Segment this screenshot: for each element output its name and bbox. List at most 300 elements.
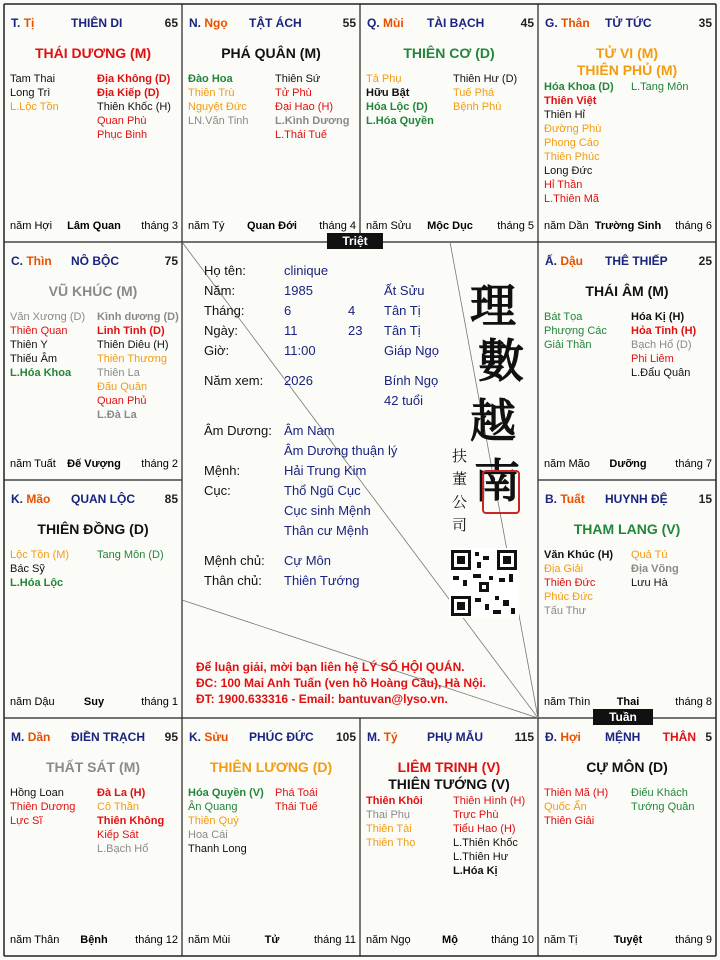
minor-star: Điếu Khách [631,787,688,799]
main-star: VŨ KHÚC (M) [48,283,138,299]
palace-branch: Tý [383,730,398,744]
palace-name: PHÚC ĐỨC [249,730,314,744]
palace-name: HUYNH ĐỆ [605,492,668,506]
palace-year: năm Thân [10,934,60,946]
palace-branch: Dần [27,730,51,744]
minor-star: Tướng Quân [631,801,695,813]
triet-tag: Triệt [327,233,383,249]
minor-star: Nguyệt Đức [188,101,247,113]
palace-name: ĐIỀN TRẠCH [71,730,145,744]
minor-star: Địa Giải [544,563,584,575]
main-stars [4,521,182,538]
palace-year: năm Mão [544,458,590,470]
minor-star: Long Trì [10,87,51,99]
minor-star: Đào Hoa [188,73,233,85]
palace-position [11,16,34,30]
palace-footer [544,934,712,948]
minor-star: Đấu Quân [97,381,148,393]
palace-age-number: 45 [520,16,534,30]
palace-footer [10,220,178,234]
minor-star: Lộc Tồn (M) [10,549,70,561]
minor-star: L.Thiên Khốc [453,837,518,849]
main-star: THIÊN ĐỒNG (D) [37,521,149,537]
view-year-value: 2026 [284,373,313,388]
contact-line-1: Để luận giải, mời bạn liên hệ LÝ SỐ HỘI QUÁN. [196,660,465,674]
minor-star: Tả Phụ [366,73,402,85]
main-stars [4,759,182,776]
palace-cell-mao [4,480,182,718]
minor-star: Thiên Giải [544,815,595,827]
main-star: THIÊN CƠ (D) [403,45,495,61]
palace-year: năm Dần [544,220,589,232]
cuc-value: Thổ Ngũ Cục [284,483,361,498]
cuc-label: Cục: [204,483,231,498]
main-star: LIÊM TRINH (V) [397,759,501,775]
palace-header [189,16,356,32]
year-lunar: Ất Sửu [384,283,425,298]
palace-branch: Mùi [383,16,404,30]
minor-star: Thái Tuế [275,801,318,813]
age-value: 42 tuổi [384,393,424,408]
palace-footer [10,458,178,472]
minor-star: L.Hóa Lộc [10,577,64,589]
star-list-left [544,548,613,618]
am-duong-label: Âm Dương: [204,423,272,438]
minor-star: Thiên Thương [97,353,168,365]
year-solar: 1985 [284,283,313,298]
menh-label: Mệnh: [204,463,241,478]
qr-code-icon[interactable] [449,548,519,618]
palace-age-number: 65 [164,16,178,30]
minor-star: Thiên La [97,367,140,379]
palace-year: năm Tị [544,934,578,946]
main-star: THÁI DƯƠNG (M) [34,45,152,61]
star-list-left [544,310,607,352]
palace-cell-than1 [538,4,716,242]
minor-star: Quốc Ấn [544,801,587,813]
main-stars [538,283,716,300]
main-star: CỰ MÔN (D) [586,759,668,775]
palace-phase: Thai [616,696,640,708]
main-stars [360,45,538,62]
star-list-right [631,80,688,94]
minor-star: Thiên Không [97,815,165,827]
minor-star: Hóa Lộc (D) [366,101,428,113]
palace-position-code: Q. [367,16,380,30]
minor-star: L.Bạch Hổ [97,843,149,855]
main-star: THIÊN PHỦ (M) [576,62,678,78]
minor-star: L.Hóa Kị [453,865,498,877]
minor-star: Hữu Bật [366,87,410,99]
minor-star: L.Đẩu Quân [631,367,691,379]
minor-star: LN.Văn Tinh [188,115,249,127]
minor-star: Thiên Dương [10,801,76,813]
minor-star: Thiên Việt [544,95,597,107]
minor-star: Tuế Phá [453,87,495,99]
hour-label: Giờ: [204,343,230,358]
palace-position [11,492,50,506]
menh-chu-value: Cự Môn [284,553,331,568]
palace-position-code: N. [189,16,201,30]
main-stars [538,521,716,538]
palace-branch: Hợi [560,730,581,744]
hour-value: 11:00 [284,343,316,358]
palace-cell-thin [4,242,182,480]
palace-month: tháng 1 [141,696,178,708]
palace-cell-tuat [538,480,716,718]
cuc-note-1: Cục sinh Mệnh [284,503,371,518]
palace-position [545,730,581,744]
palace-age-number: 5 [705,730,712,744]
palace-year: năm Thìn [544,696,591,708]
palace-year: năm Dậu [10,696,55,708]
minor-star: Phúc Đức [544,591,593,603]
palace-branch: Tuất [560,492,585,506]
minor-star: Thiên Hỉ [544,109,585,121]
palace-footer [544,220,712,234]
palace-branch: Thân [561,16,590,30]
palace-branch: Dậu [560,254,584,268]
minor-star: Phượng Các [544,325,607,337]
minor-star: Hoa Cái [188,829,228,841]
minor-star: L.Kình Dương [275,115,350,127]
star-list-left [188,72,249,128]
minor-star: Thiên Khôi [366,795,423,807]
minor-star: Hóa Kị (H) [631,311,685,323]
minor-star: L.Tang Môn [631,81,689,93]
star-list-left [544,786,608,828]
star-list-right [631,310,696,380]
palace-branch: Tị [23,16,35,30]
minor-star: Địa Võng [631,563,679,575]
minor-star: Long Đức [544,165,593,177]
view-year-can-chi: Bính Ngọ [384,373,439,388]
palace-position [11,254,52,268]
star-list-left [10,310,85,380]
palace-age-number: 115 [514,730,534,744]
minor-star: Phong Cáo [544,137,600,149]
minor-star: Thai Phụ [366,809,411,821]
palace-position-code: B. [545,492,557,506]
minor-star: Thiên Diêu (H) [97,339,169,351]
star-list-left [544,80,614,206]
palace-month: tháng 7 [675,458,712,470]
main-star: THIÊN LƯƠNG (D) [209,759,333,775]
palace-phase: Bệnh [80,934,108,946]
star-list-left [10,72,59,114]
palace-header [367,730,534,746]
red-seal-icon [482,470,520,514]
palace-phase: Quan Đới [247,220,297,232]
main-stars [538,759,716,776]
palace-name: TÀI BẠCH [427,16,485,30]
star-list-right [97,786,164,856]
main-stars [538,45,716,79]
minor-star: Tiểu Hao (H) [453,823,516,835]
palace-age-number: 95 [164,730,178,744]
minor-star: Đại Hao (H) [275,101,334,113]
palace-position-code: M. [11,730,25,744]
palace-year: năm Tý [188,220,225,232]
palace-header [545,492,712,508]
palace-phase: Đế Vượng [67,458,121,470]
palace-position-code: K. [189,730,201,744]
main-stars [4,45,182,62]
palace-position-code: G. [545,16,558,30]
palace-branch: Ngọ [204,16,228,30]
month-solar: 6 [284,303,292,318]
minor-star: Phi Liêm [631,353,674,365]
minor-star: Tam Thai [10,73,56,85]
minor-star: Lực Sĩ [10,815,43,827]
day-label: Ngày: [204,323,238,338]
minor-star: L.Thái Tuế [275,129,327,141]
name-value: clinique [284,263,329,278]
minor-star: Bác Sỹ [10,563,45,575]
minor-star: Thiên Tài [366,823,412,835]
minor-star: Thiên Quý [188,815,239,827]
minor-star: Thiên Y [10,339,48,351]
am-duong-note: Âm Dương thuận lý [284,443,398,458]
palace-header [367,16,534,32]
minor-star: Thiếu Âm [10,353,58,365]
palace-name: THIÊN DI [71,16,123,30]
main-star: PHÁ QUÂN (M) [221,45,321,61]
palace-footer [366,220,534,234]
star-list-left [188,786,264,856]
main-stars [360,759,538,793]
minor-star: Trực Phù [453,809,499,821]
palace-year: năm Ngọ [366,934,411,946]
palace-month: tháng 12 [135,934,178,946]
palace-position-code: Đ. [545,730,557,744]
palace-header [189,730,356,746]
star-list-left [366,794,423,850]
palace-year: năm Mùi [188,934,231,946]
day-lunar: 23 [348,323,363,338]
than-marker: THÂN [662,730,696,744]
main-stars [182,759,360,776]
year-label: Năm: [204,283,236,298]
minor-star: Linh Tinh (D) [97,325,165,337]
palace-position-code: C. [11,254,23,268]
palace-month: tháng 9 [675,934,712,946]
contact-line-2: ĐC: 100 Mai Anh Tuấn (ven hồ Hoàng Cầu), Hà Nội. [196,676,487,690]
palace-footer [544,458,712,472]
palace-footer [188,934,356,948]
minor-star: Địa Kiếp (D) [97,87,160,99]
palace-cell-suu [182,718,360,956]
tuan-tag: Tuần [593,709,653,725]
palace-cell-dan [4,718,182,956]
palace-position-code: K. [11,492,23,506]
minor-star: Thiên Khốc (H) [97,101,171,113]
than-chu-value: Thiên Tướng [284,573,360,588]
palace-name: TỬ TỨC [605,16,652,30]
palace-month: tháng 8 [675,696,712,708]
minor-star: Giải Thần [544,339,592,351]
palace-age-number: 105 [335,730,356,744]
palace-header [11,492,178,508]
palace-position [11,730,50,744]
palace-header [545,16,712,32]
minor-star: Thanh Long [188,843,247,855]
star-list-right [97,310,179,422]
palace-age-number: 15 [698,492,712,506]
palace-footer [544,696,712,710]
minor-star: Hóa Khoa (D) [544,81,614,93]
minor-star: Bạch Hổ (D) [631,339,692,351]
palace-footer [366,934,534,948]
than-chu-label: Thân chủ: [204,573,262,588]
minor-star: Thiên Mã (H) [544,787,609,799]
am-duong-value: Âm Nam [284,423,335,438]
palace-cell-dau [538,242,716,480]
minor-star: Thiên Thọ [366,837,416,849]
palace-position-code: M. [367,730,381,744]
palace-age-number: 35 [698,16,712,30]
palace-position-code: T. [11,16,21,30]
palace-name: PHỤ MẪU [427,730,483,744]
cuc-note-2: Thân cư Mệnh [284,523,369,538]
minor-star: Hóa Quyền (V) [188,787,264,799]
palace-position [545,16,590,30]
minor-star: L.Thiên Mã [544,193,600,205]
minor-star: Kiếp Sát [97,829,139,841]
star-list-right [631,786,695,814]
palace-name: THÊ THIẾP [605,254,668,268]
palace-month: tháng 4 [319,220,356,232]
palace-month: tháng 10 [491,934,534,946]
palace-phase: Lâm Quan [67,220,121,232]
main-star: THẤT SÁT (M) [45,759,141,775]
palace-age-number: 25 [698,254,712,268]
palace-name: QUAN LỘC [71,492,135,506]
day-can-chi: Tân Tị [384,323,421,338]
main-star: THIÊN TƯỚNG (V) [388,776,510,792]
palace-month: tháng 11 [313,934,356,946]
palace-phase: Suy [83,696,105,708]
palace-position [367,16,404,30]
palace-header [11,254,178,270]
minor-star: Thiên Hư (D) [453,73,518,85]
palace-phase: Tuyệt [613,934,643,946]
minor-star: Thiên Quan [10,325,68,337]
palace-phase: Mộ [442,934,458,946]
palace-phase: Tử [264,934,280,946]
star-list-left [10,786,75,828]
palace-age-number: 85 [164,492,178,506]
main-stars [4,283,182,300]
minor-star: Cô Thần [97,801,139,813]
month-label: Tháng: [204,303,245,318]
star-list-right [453,794,525,878]
palace-name: NÔ BỘC [71,254,119,268]
palace-position [545,254,583,268]
minor-star: Ân Quang [188,801,238,813]
palace-year: năm Hợi [10,220,53,232]
palace-branch: Mão [26,492,51,506]
star-list-right [275,72,349,142]
star-list-right [97,72,171,142]
minor-star: L.Thiên Hư [453,851,509,863]
palace-footer [188,220,356,234]
menh-value: Hải Trung Kim [284,463,367,478]
minor-star: Quan Phủ [97,395,147,407]
minor-star: Thiên Trù [188,87,235,99]
palace-year: năm Sửu [366,220,412,232]
palace-branch: Sửu [204,730,229,744]
palace-cell-ti [4,4,182,242]
minor-star: Hồng Loan [10,787,64,799]
palace-header [545,254,712,270]
month-can-chi: Tân Tị [384,303,421,318]
minor-star: L.Hóa Khoa [10,367,72,379]
palace-footer [10,696,178,710]
palace-year: năm Tuất [10,458,56,470]
minor-star: Kình dương (D) [97,311,179,323]
palace-phase: Dưỡng [609,458,647,470]
palace-branch: Thìn [26,254,52,268]
palace-position-code: Ấ. [545,254,557,268]
minor-star: Thiên Hình (H) [453,795,526,807]
main-star: THÁI ÂM (M) [585,283,669,299]
minor-star: Thiên Phúc [544,151,600,163]
palace-cell-ngo [182,4,360,242]
minor-star: Quả Tú [631,549,668,561]
star-list-right [97,548,164,562]
hour-can-chi: Giáp Ngọ [384,343,439,358]
palace-month: tháng 2 [141,458,178,470]
minor-star: Hỏa Tinh (H) [631,325,697,337]
horoscope-chart: T. Tị THIÊN DI 65 THÁI DƯƠNG (M) Tam Thai Long Trì L.Lộc Tồn Địa Không (D) Địa Kiếp (D) Thiên Khốc (H) Quan Phù Phục Binh năm Hợi Lâm Quan tháng 3 N. Ngọ TẬT ÁCH 55 PHÁ QUÂN (M) Đào Hoa Thiên Trù Nguyệt Đức LN.Văn Tinh Thiên Sứ Tử Phù Đại Hao (H) L.Kình Dương L.Thái Tuế năm Tý Quan Đới tháng 4 Q. Mùi TÀI BẠCH 45 THIÊN CƠ (D) Tả Phụ Hữu Bật Hóa Lộc (D) L.Hóa Quyền Thiên Hư (D) Tuế Phá Bệnh Phù năm Sửu Mộc Dục tháng 5 G. Thân TỬ TỨC 35 TỬ VI (M) THIÊN PHỦ (M) Hóa Khoa (D) Thiên Việt Thiên Hỉ Đường Phù Phong Cáo Thiên Phúc Long Đức Hỉ Thần L.Thiên Mã L.Tang Môn năm Dần Trường Sinh tháng 6 C. Thìn NÔ BỘC 75 VŨ KHÚC (M) Văn Xương (D) Thiên Quan Thiên Y Thiếu Âm L.Hóa Khoa Kình dương (D) Linh Tinh (D) Thiên Diêu (H) Thiên Thương Thiên La Đấu Quân Quan Phủ L.Đà La năm Tuất Đế Vượng tháng 2 Ấ. Dậu THÊ THIẾP 25 THÁI ÂM (M) Bát Tọa Phượng Các Giải Thần Hóa Kị (H) Hỏa Tinh (H) Bạch Hổ (D) Phi Liêm L.Đẩu Quân năm Mão Dưỡng tháng 7 K. Mão QUAN LỘC 85 THIÊN ĐỒNG (D) Lộc Tồn (M) Bác Sỹ L.Hóa Lộc Tang Môn (D) năm Dậu Suy tháng 1 B. Tuất HUYNH ĐỆ 15 THAM LANG (V) Văn Khúc (H) Địa Giải Thiên Đức Phúc Đức Tấu Thư Quả Tú Địa Võng Lưu Hà năm Thìn Thai tháng 8 M. Dần ĐIỀN TRẠCH 95 THẤT SÁT (M) Hồng Loan Thiên Dương Lực Sĩ Đà La (H) Cô Thần Thiên Không Kiếp Sát L.Bạch Hổ năm Thân Bệnh tháng 12 K. Sửu PHÚC ĐỨC 105 THIÊN LƯƠNG (D) Hóa Quyền (V) Ân Quang Thiên Quý Hoa Cái Thanh Long Phá Toái Thái Tuế năm Mùi Tử tháng 11 M. Tý PHỤ MẪU 115 LIÊM TRINH (V) THIÊN TƯỚNG (V) Thiên Khôi Thai Phụ Thiên Tài Thiên Thọ Thiên Hình (H) Trực Phù Tiểu Hao (H) L.Thiên Khốc L.Thiên Hư L.Hóa Kị năm Ngọ Mộ tháng 10 Đ. Hợi MỆNH THÂN 5 CỰ MÔN (D) Thiên Mã (H) Quốc Ấn Thiên Giải Điếu Khách Tướng Quân năm Tị Tuyệt tháng 9 Triệt Tuần Họ tên: clinique Năm: 1985 Ất Sửu Tháng: 6 4 Tân Tị Ngày: 11 23 Tân Tị Giờ: 11:00 Giáp Ngọ Năm xem: 2026 Bính Ngọ 42 tuổi Âm Dương: Âm Nam Âm Dương thuận lý Mệnh: Hải Trung Kim Cục: Thổ Ngũ Cục Cục sinh Mệnh Thân cư Mệnh Mệnh chủ: Cự Môn Thân chủ: Thiên Tướng 理 數 越 南 扶 董 公 司 Để luận giải, mời bạn liên hệ LÝ SỐ HỘI QUÁN. ĐC: 100 Mai Anh Tuấn (ven hồ Hoàng Cầu), Hà Nội. ĐT: 1900.633316 - Email: bantuvan@lyso.vn. [0,0,720,960]
minor-star: Tử Phù [275,87,312,99]
palace-cell-hoi [538,718,716,956]
palace-header [11,16,178,32]
main-star: THAM LANG (V) [573,521,681,537]
minor-star: Thiên Sứ [275,73,321,85]
minor-star: Tang Môn (D) [97,549,164,561]
minor-star: Hỉ Thần [544,179,583,191]
star-list-right [453,72,517,114]
minor-star: L.Hóa Quyền [366,115,434,127]
palace-age-number: 55 [342,16,356,30]
palace-footer [10,934,178,948]
minor-star: Phục Binh [97,129,148,141]
minor-star: Bát Tọa [544,311,583,323]
palace-position [189,16,228,30]
minor-star: Thiên Đức [544,577,596,589]
minor-star: Đường Phù [544,123,602,135]
palace-position [545,492,585,506]
palace-month: tháng 5 [497,220,534,232]
palace-cell-mui [360,4,538,242]
month-lunar: 4 [348,303,356,318]
minor-star: Tấu Thư [544,605,587,617]
palace-month: tháng 3 [141,220,178,232]
palace-name: MỆNH [605,730,641,744]
palace-phase: Trường Sinh [594,220,662,232]
palace-header [545,730,712,746]
palace-month: tháng 6 [675,220,712,232]
minor-star: Quan Phù [97,115,147,127]
star-list-left [366,72,434,128]
menh-chu-label: Mệnh chủ: [204,553,265,568]
palace-header [11,730,178,746]
palace-name: TẬT ÁCH [249,16,302,30]
star-list-left [10,548,69,590]
minor-star: L.Lộc Tồn [10,101,59,113]
